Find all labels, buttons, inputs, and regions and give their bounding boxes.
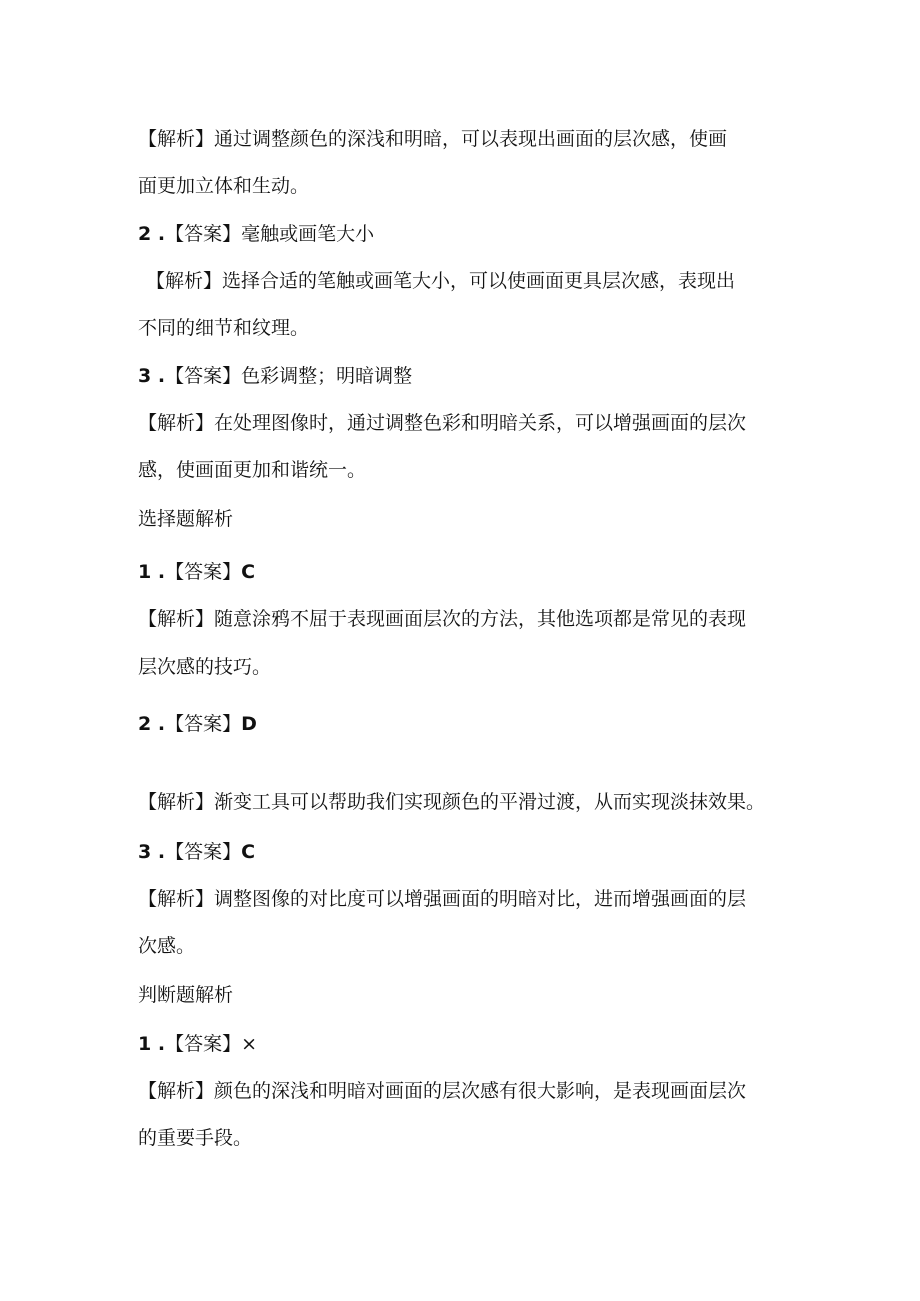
answer-line [138, 560, 255, 584]
answer-line [138, 222, 374, 246]
analysis-text: 面更加立体和生动。 [138, 175, 310, 197]
section-heading: 选择题解析 [138, 508, 234, 530]
answer-letter: C [241, 561, 256, 583]
answer-text: 【答案】色彩调整；明暗调整 [165, 365, 413, 387]
analysis-text: 【解析】颜色的深浅和明暗对画面的层次感有很大影响，是表现画面层次 [138, 1080, 747, 1102]
answer-label: 【答案】 [165, 841, 242, 863]
question-number: 3 . [138, 841, 166, 863]
answer-label: 【答案】 [165, 561, 242, 583]
analysis-text: 【解析】在处理图像时，通过调整色彩和明暗关系，可以增强画面的层次 [138, 412, 747, 434]
analysis-text: 【解析】调整图像的对比度可以增强画面的明暗对比，进而增强画面的层 [138, 888, 747, 910]
analysis-text: 的重要手段。 [138, 1127, 253, 1149]
analysis-text: 【解析】渐变工具可以帮助我们实现颜色的平滑过渡，从而实现淡抹效果。 [138, 791, 766, 813]
answer-letter: D [241, 713, 257, 735]
question-number: 2 . [138, 713, 166, 735]
question-number: 2 . [138, 223, 166, 245]
question-number: 1 . [138, 1033, 166, 1055]
answer-label: 【答案】 [165, 713, 242, 735]
analysis-text: 【解析】随意涂鸦不屈于表现画面层次的方法，其他选项都是常见的表现 [138, 608, 747, 630]
analysis-text: 次感。 [138, 935, 196, 957]
question-number: 3 . [138, 365, 166, 387]
answer-line [138, 364, 412, 388]
answer-letter: C [241, 841, 256, 863]
answer-line [138, 712, 257, 736]
analysis-text: 层次感的技巧。 [138, 656, 272, 678]
answer-line [138, 840, 255, 864]
analysis-text: 不同的细节和纹理。 [138, 317, 310, 339]
section-heading: 判断题解析 [138, 984, 234, 1006]
question-number: 1 . [138, 561, 166, 583]
analysis-text: 【解析】选择合适的笔触或画笔大小，可以使画面更具层次感，表现出 [146, 270, 736, 292]
answer-text: 【答案】毫触或画笔大小 [165, 223, 375, 245]
answer-text: 【答案】× [165, 1033, 257, 1055]
analysis-text: 感，使画面更加和谐统一。 [138, 459, 367, 481]
answer-line [138, 1032, 257, 1056]
analysis-text: 【解析】通过调整颜色的深浅和明暗，可以表现出画面的层次感，使画 [138, 128, 728, 150]
